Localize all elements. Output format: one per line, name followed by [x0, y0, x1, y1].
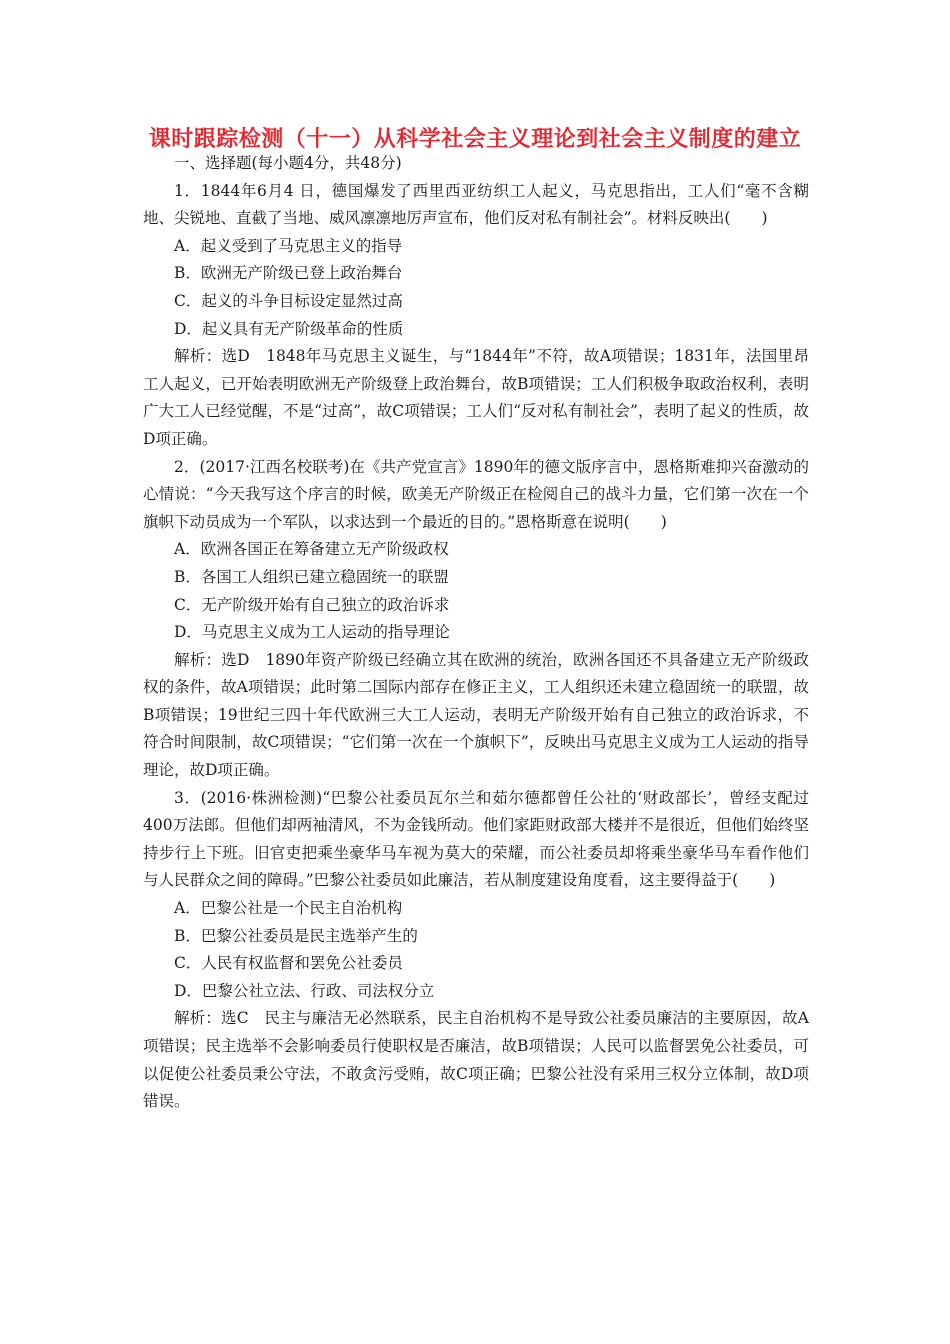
question-2-option-a: A．欧洲各国正在筹备建立无产阶级政权 [174, 540, 449, 559]
question-1-option-c: C．起义的斗争目标设定显然过高 [174, 291, 403, 310]
page-title: 课时跟踪检测（十一）从科学社会主义理论到社会主义制度的建立 [148, 127, 802, 152]
question-2-analysis: 解析：选D 1890年资产阶级已经确立其在欧洲的统治，欧洲各国还不具备建立无产阶级政权的条件，故A项错误；此时第二国际内部存在修正主义，工人组织还未建立稳固统一的联盟，故B项错误；19世纪三四十年代欧洲三大工人运动，表明无产阶级开始有自己独立的政治诉求，不符合时间限制，故C项错误；“它们第一次在一个旗帜下”，反映出马克思主义成为工人运动的指导理论，故D项正确。 [143, 650, 809, 780]
question-2-option-d: D．马克思主义成为工人运动的指导理论 [174, 623, 450, 642]
question-2-option-c: C．无产阶级开始有自己独立的政治诉求 [174, 595, 450, 614]
question-1-stem: 1．1844年6月4 日，德国爆发了西里西亚纺织工人起义，马克思指出，工人们“毫不含糊地、尖锐地、直截了当地、威风凛凛地厉声宣布，他们反对私有制社会”。材料反映出( ) [143, 181, 809, 228]
question-3-analysis: 解析：选C 民主与廉洁无必然联系，民主自治机构不是导致公社委员廉洁的主要原因，故A项错误；民主选举不会影响委员行使职权是否廉洁，故B项错误；人民可以监督罢免公社委员，可以促使公社委员秉公守法，不敢贪污受贿，故C项正确；巴黎公社没有采用三权分立体制，故D项错误。 [143, 1009, 809, 1111]
question-3-option-b: B．巴黎公社委员是民主选举产生的 [174, 926, 418, 945]
question-2-option-b: B．各国工人组织已建立稳固统一的联盟 [174, 567, 449, 586]
question-3-stem: 3．(2016·株洲检测)“巴黎公社委员瓦尔兰和茹尔德都曾任公社的‘财政部长’，曾经支配过400万法郎。但他们却两袖清风，不为金钱所动。他们家距财政部大楼并不是很近，但他们始终坚持步行上下班。旧官吏把乘坐豪华马车视为莫大的荣耀，而公社委员却将乘坐豪华马车看作他们与人民群众之间的障碍。”巴黎公社委员如此廉洁，若从制度建设角度看，这主要得益于( ) [143, 788, 809, 890]
question-3-option-c: C．人民有权监督和罢免公社委员 [174, 954, 403, 973]
document-body [143, 150, 809, 1116]
question-1-option-b: B．欧洲无产阶级已登上政治舞台 [174, 264, 403, 283]
section-heading: 一、选择题(每小题4分，共48分) [174, 154, 402, 172]
question-1-option-a: A．起义受到了马克思主义的指导 [174, 236, 403, 255]
question-1-option-d: D．起义具有无产阶级革命的性质 [174, 319, 404, 338]
question-1-analysis: 解析：选D 1848年马克思主义诞生，与“1844年”不符，故A项错误；1831年，法国里昂工人起义，已开始表明欧洲无产阶级登上政治舞台，故B项错误；工人们积极争取政治权利，表明广大工人已经觉醒，不是“过高”，故C项错误；工人们“反对私有制社会”，表明了起义的性质，故D项正确。 [143, 347, 809, 448]
question-3-option-a: A．巴黎公社是一个民主自治机构 [174, 899, 403, 918]
question-3-option-d: D．巴黎公社立法、行政、司法权分立 [174, 981, 435, 1000]
question-2-stem: 2．(2017·江西名校联考)在《共产党宣言》1890年的德文版序言中，恩格斯难抑兴奋激动的心情说：“今天我写这个序言的时候，欧美无产阶级正在检阅自己的战斗力量，它们第一次在一个旗帜下动员成为一个军队，以求达到一个最近的目的。”恩格斯意在说明( ) [143, 457, 809, 531]
